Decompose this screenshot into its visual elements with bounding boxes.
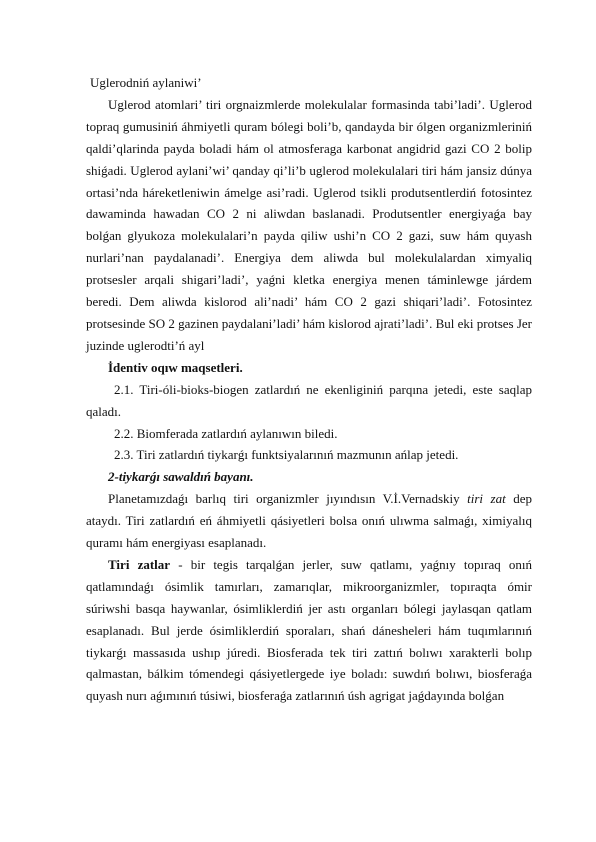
paragraph-tiri-zatlar	[86, 554, 532, 707]
goal-item-2-2: 2.2. Biomferada zatlardıń aylanıwın biledi.	[114, 425, 338, 441]
p2-end-text: dep ataydı. Tiri zatlardıń eń áhmiyetli qásiyetleri bolsa onıń ulıwma salmaǵı, ximiyalıq quramı hám energiyası esaplanadı.	[86, 491, 532, 551]
subsection-title-text: 2-tiykarǵı sawaldıń bayanı.	[108, 469, 254, 485]
section-heading: Uglerodniń aylaniwi’	[90, 75, 202, 90]
p2-start-text: Planetamızdaǵı barlıq tiri organizmler jıyındısın V.İ.Vernadskiy	[108, 491, 468, 507]
paragraph-living-matter	[86, 488, 532, 554]
goal-item-2-1: 2.1. Tiri-óli-bioks-biogen zatlardıń ne ekenliginiń parqına jetedi, este saqlap qaladı.	[86, 381, 532, 419]
goal-item-2-3: 2.3. Tiri zatlardıń tiykarǵı funktsiyalarınıń mazmunın ańlap jetedi.	[114, 447, 459, 463]
identiv-goals-title-text: İdentiv oqıw maqsetleri.	[108, 359, 243, 375]
term-tiri-zatlar: Tiri zatlar	[108, 556, 171, 572]
identiv-goals-title	[86, 357, 532, 379]
paragraph-carbon-cycle: Uglerod atomlari’ tiri orgnaizmlerde molekulalar formasinda tabi’ladi’. Uglerod topraq gumusiniń áhmiyetli quram bólegi boli’b, qandayda bir ólgen organizmleriniń qaldi’qlarinda payda boladi hám ol atmosferaga karbonat angidrid gazi CO 2 bolip shiǵadi. Uglerod aylani’wi’ qanday qi’li’b uglerod molekulalari tiri hám jansiz dúnya ortasi’nda háreketleniwin ámelge asi’radi. Uglerod tsikli produtsentlerdiń fotosintez dawaminda hawadan CO 2 ni aliwdan baslanadi. Produtsentler energiyaǵa bay bolǵan glyukoza molekulalari’n payda qiliw ushi’n CO 2 gazi, suw hám quyash nurlari’nan paydalanadi’. Energiya dem aliwda bul molekulalardan ximyaliq protsesler arqali shigari’ladi’, yaǵni kletka energiya menen táminlewge járdem beredi. Dem aliwda kislorod ali’nadi’ hám CO 2 gazi shiqari’ladi’. Fotosintez protsesinde SO 2 gazinen paydalani’ladi’ hám kislorod ajrati’ladi’. Bul eki protses Jer juzinde uglerodti’ń ayl	[86, 96, 532, 353]
subsection-title	[86, 466, 532, 488]
document-body	[86, 72, 532, 707]
term-tiri-zat: tiri zat	[467, 491, 506, 507]
p3-rest-text: - bir tegis tarqalǵan jerler, suw qatlamı, yaǵnıy topıraq onıń qatlamındaǵı ósimlik tamırları, zamarıqlar, mikroorganizmler, topıraqta ómir súriwshi basqa haywanlar, ósimliklerdiń jer astı organları bólegi jaylasqan qatlam esaplanadı. Bul jerde ósimliklerdiń sporaları, shań dánesheleri hám tuqımlarınıń tiykarǵı massasıda ushıp júredi. Biosferada tek tiri zattıń bolıwı xarakterli bolıp qalmastan, bálkim tómendegi qásiyetlergede iye boladı: suwdıń bolıwı, biosferaǵa quyash nurı aǵımınıń túsiwi, biosferaǵa zatlarınıń úsh agrigat jaǵdayında bolǵan	[86, 556, 532, 704]
